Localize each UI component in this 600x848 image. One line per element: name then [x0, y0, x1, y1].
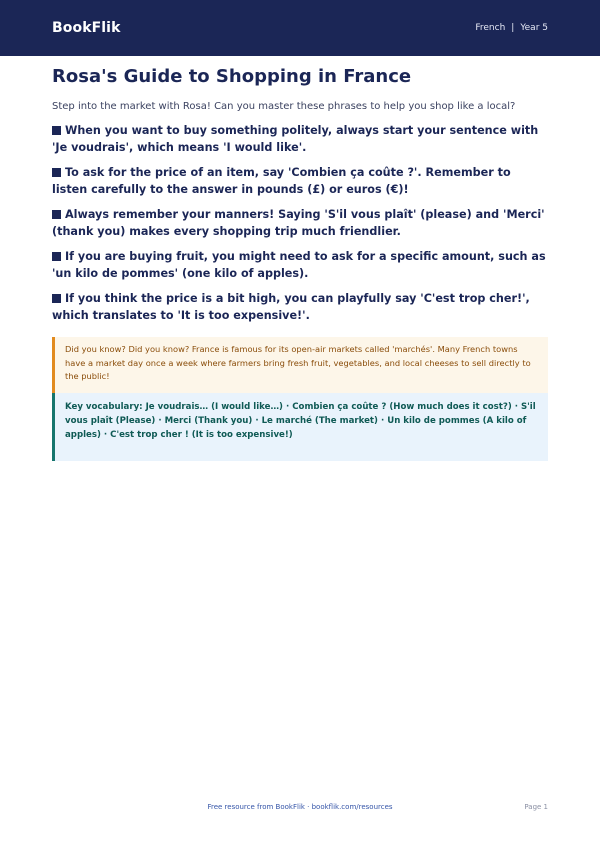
phrase-text: If you think the price is a bit high, you can playfully say 'C'est trop cher!', which translates to 'It is too expensive!'. — [52, 292, 530, 322]
square-bullet-icon — [52, 126, 61, 135]
phrase-item — [52, 122, 548, 156]
square-bullet-icon — [52, 294, 61, 303]
square-bullet-icon — [52, 210, 61, 219]
phrase-item — [52, 164, 548, 198]
meta-separator: | — [511, 23, 515, 33]
vocabulary-box — [52, 393, 548, 461]
phrase-text: When you want to buy something politely, always start your sentence with 'Je voudrais', which means 'I would like'. — [52, 124, 539, 154]
phrase-list — [52, 122, 548, 324]
page-number: Page 1 — [524, 803, 548, 811]
page-title: Rosa's Guide to Shopping in France — [52, 66, 412, 87]
phrase-item — [52, 290, 548, 324]
phrase-text: If you are buying fruit, you might need to ask for a specific amount, such as 'un kilo de pommes' (one kilo of apples). — [52, 250, 546, 280]
callout-text: Did you know? Did you know? France is famous for its open-air markets called 'marchés'. Many French towns have a market day once a week where farmers bring fresh fruit, vegetables, and local cheeses to sell directly to the public! — [65, 344, 531, 381]
phrase-item — [52, 248, 548, 282]
phrase-text: To ask for the price of an item, say 'Combien ça coûte ?'. Remember to listen carefully to the answer in pounds (£) or euros (€)! — [52, 166, 511, 196]
worksheet-content — [52, 66, 548, 461]
phrase-text: Always remember your manners! Saying 'S'il vous plaît' (please) and 'Merci' (thank you) makes every shopping trip much friendlier. — [52, 208, 545, 238]
year-label: Year 5 — [520, 23, 548, 33]
footer-source-link[interactable]: Free resource from BookFlik · bookflik.com/resources — [207, 803, 393, 811]
subject-label: French — [475, 23, 506, 33]
intro-text: Step into the market with Rosa! Can you master these phrases to help you shop like a local? — [52, 101, 516, 112]
did-you-know-callout — [52, 337, 548, 393]
page-footer — [52, 803, 548, 815]
phrase-item — [52, 206, 548, 240]
square-bullet-icon — [52, 168, 61, 177]
brand-logo-text[interactable]: BookFlik — [52, 20, 121, 36]
vocabulary-text: Key vocabulary: Je voudrais… (I would like…) · Combien ça coûte ? (How much does it cost?) · S'il vous plaît (Please) · Merci (Thank you) · Le marché (The market) · Un kilo de pommes (A kilo of apples) · C'est trop cher ! (It is too expensive!) — [65, 401, 536, 440]
header-meta — [475, 23, 548, 33]
square-bullet-icon — [52, 252, 61, 261]
header-bar — [0, 0, 600, 56]
